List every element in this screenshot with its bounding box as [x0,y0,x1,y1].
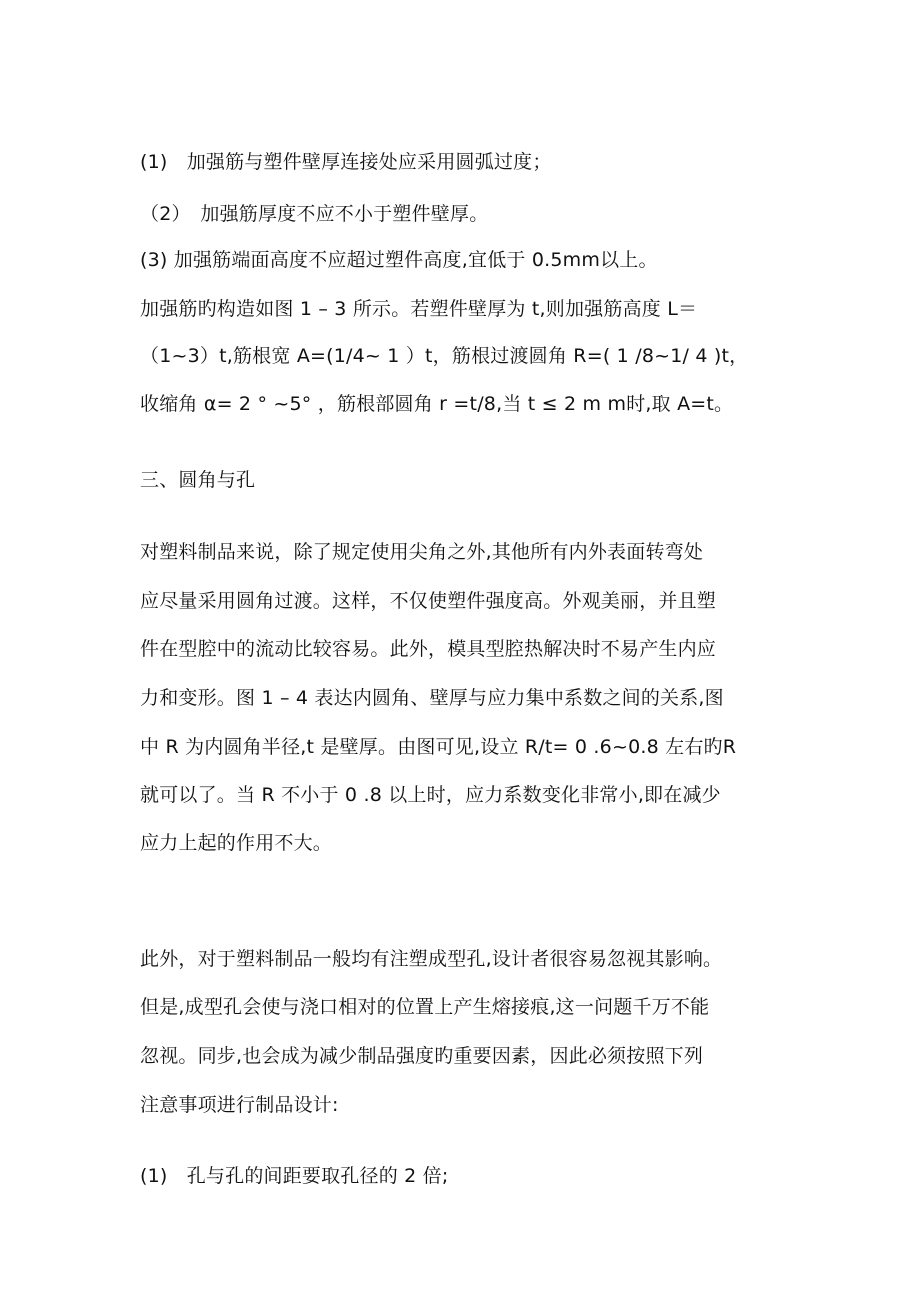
rib-structure-line-1: 加强筋旳构造如图 1 – 3 所示。若塑件壁厚为 t,则加强筋高度 L＝ [140,298,698,320]
fillet-paragraph-line-1: 对塑料制品来说，除了规定使用尖角之外,其他所有内外表面转弯处 [140,541,704,563]
fillet-paragraph-line-4: 力和变形。图 1 – 4 表达内圆角、壁厚与应力集中系数之间的关系,图 [140,687,724,709]
fillet-paragraph-line-7: 应力上起的作用不大。 [140,832,333,854]
rib-rule-3: (3) 加强筋端面高度不应超过塑件高度,宜低于 0.5mm以上。 [140,249,658,271]
hole-paragraph-line-1: 此外，对于塑料制品一般均有注塑成型孔,设计者很容易忽视其影响。 [140,948,723,970]
hole-paragraph-line-3: 忽视。同步,也会成为减少制品强度旳重要因素，因此必须按照下列 [140,1045,704,1067]
fillet-paragraph-line-2: 应尽量采用圆角过渡。这样，不仅使塑件强度高。外观美丽，并且塑 [140,590,717,612]
section-heading-fillets-holes: 三、圆角与孔 [140,469,256,491]
hole-paragraph-line-4: 注意事项进行制品设计: [140,1094,339,1116]
hole-paragraph-line-2: 但是,成型孔会使与浇口相对的位置上产生熔接痕,这一问题千万不能 [140,996,710,1018]
fillet-paragraph-line-3: 件在型腔中的流动比较容易。此外，模具型腔热解决时不易产生内应 [140,638,717,660]
fillet-paragraph-line-5: 中 R 为内圆角半径,t 是壁厚。由图可见,设立 R/t= 0 .6~0.8 左右旳R [140,736,737,758]
hole-rule-1: (1) 孔与孔的间距要取孔径的 2 倍; [140,1165,449,1187]
fillet-paragraph-line-6: 就可以了。当 R 不小于 0 .8 以上时，应力系数变化非常小,即在减少 [140,784,721,806]
rib-structure-line-3: 收缩角 α= 2 ° ~5° ，筋根部圆角 r =t/8,当 t ≤ 2 m m时,取 A=t。 [140,393,734,415]
rib-structure-line-2: （1~3）t,筋根宽 A=(1/4~ 1 ）t，筋根过渡圆角 R=( 1 /8~1/ 4 )t， [140,345,749,367]
rib-rule-2: （2） 加强筋厚度不应不小于塑件壁厚。 [140,203,489,225]
rib-rule-1: (1) 加强筋与塑件壁厚连接处应采用圆弧过度； [140,151,552,173]
